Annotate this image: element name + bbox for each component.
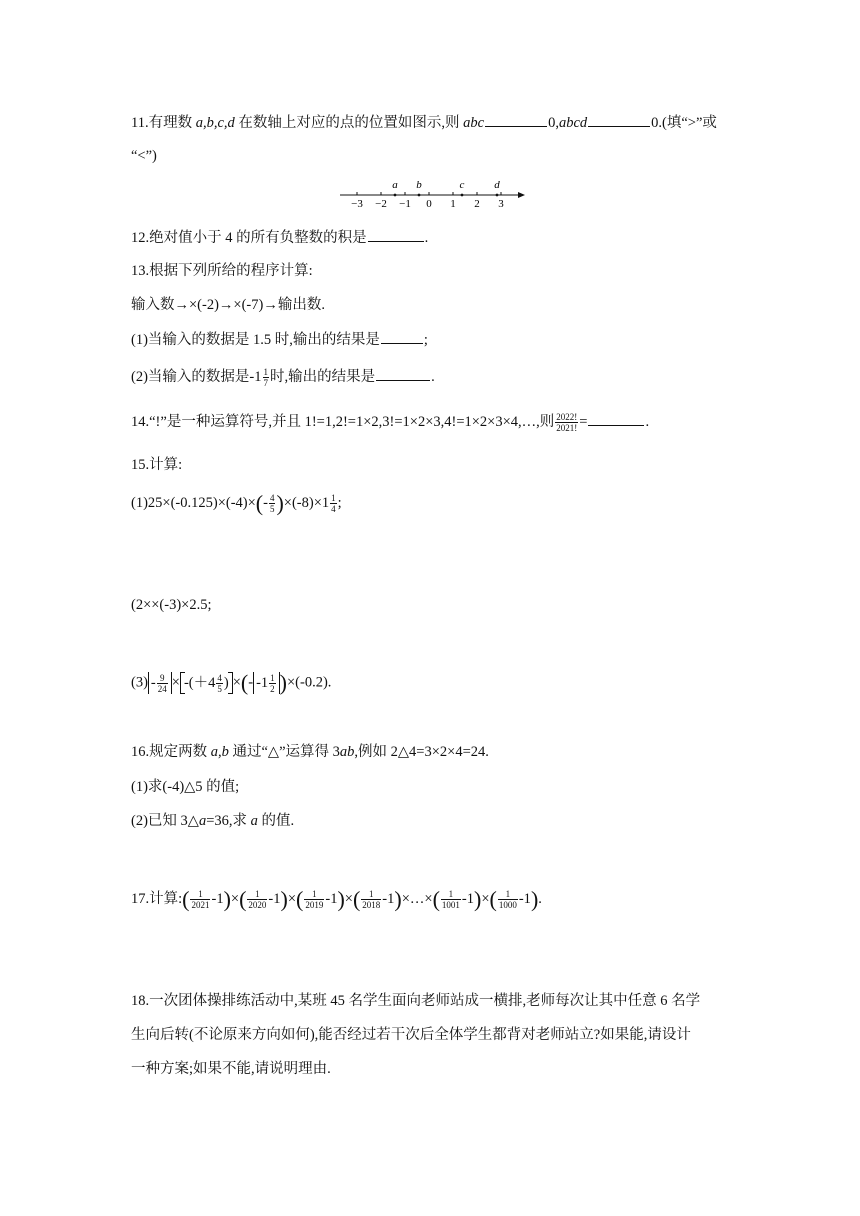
factor-term: ( $\frac{1}{2019}$ -1): [296, 886, 345, 912]
question-16-part2: (2)已知 3△a=36,求 a 的值.: [131, 813, 295, 829]
number-line-point: [418, 194, 421, 197]
number-line-tick-label: 1: [450, 198, 456, 210]
question-13-title: 13.根据下列所给的程序计算:: [131, 263, 313, 279]
question-15-part2: (2××(-3)×2.5;: [131, 597, 212, 613]
question-14: 14.“!”是一种运算符号,并且 1!=1,2!=1×2,3!=1×2×3,4!=1×2×3×4,…,则 $\frac{2022!}{2021!}$ = .: [131, 412, 650, 434]
answer-blank[interactable]: [381, 329, 423, 344]
number-line-point: [461, 194, 464, 197]
number-line-tick-label: −3: [351, 198, 363, 210]
question-15-part1: (1)25×(-0.125)×(-4)×(- $\frac{4}{5}$ )×(-8)×1 $\frac{1}{4}$ ;: [131, 490, 342, 516]
number-line-point-label: b: [416, 179, 422, 191]
fraction: $\frac{4}{5}$: [269, 493, 275, 515]
number-line-tick-label: 2: [474, 198, 480, 210]
answer-blank[interactable]: [368, 227, 424, 242]
question-18-line2: 生向后转(不论原来方向如何),能否经过若干次后全体学生都背对老师站立?如果能,请设计: [131, 1027, 691, 1043]
question-15-part3: (3) - $\frac{9}{24}$ × -(＋4 $\frac{4}{5}$ ) ×(- -1 $\frac{1}{2}$ )×(-0.2).: [131, 670, 332, 696]
question-13-part1: (1)当输入的数据是 1.5 时,输出的结果是 ;: [131, 329, 428, 350]
number-line-tick-label: 0: [426, 198, 432, 210]
absolute-value: -1 $\frac{1}{2}$: [253, 672, 280, 694]
factor-term: ( $\frac{1}{1000}$ -1): [489, 886, 539, 912]
product-expression: ( $\frac{1}{2021}$ -1)×( $\frac{1}{2020}$ -1)×( $\frac{1}{2019}$ -1)×( $\frac{1}{2018}$ -1)×…×( $\frac{1}{1001}$ -1)×( $\frac{1}{1000}$ -1): [182, 886, 539, 912]
question-16-part1: (1)求(-4)△5 的值;: [131, 779, 240, 795]
number-line-tick-label: 3: [498, 198, 504, 210]
number-line-point: [394, 194, 397, 197]
question-18-line1: 18.一次团体操排练活动中,某班 45 名学生面向老师站成一横排,老师每次让其中任意 6 名学: [131, 993, 701, 1009]
number-line-tick-label: −2: [375, 198, 387, 210]
question-13-part2: (2)当输入的数据是-1 $\frac{1}{7}$ 时,输出的结果是 .: [131, 367, 435, 389]
answer-blank[interactable]: [485, 112, 547, 127]
factor-term: ( $\frac{1}{1001}$ -1): [432, 886, 482, 912]
number-line-point-label: c: [459, 179, 465, 191]
factor-term: ( $\frac{1}{2021}$ -1): [182, 886, 231, 912]
answer-blank[interactable]: [588, 411, 644, 426]
question-13-flow: 输入数→×(-2)→×(-7)→输出数.: [131, 297, 325, 313]
fraction: $\frac{1}{4}$: [331, 493, 336, 515]
question-11-line2: “<”): [131, 148, 157, 164]
question-15-title: 15.计算:: [131, 457, 183, 473]
question-11: 11.有理数 a,b,c,d 在数轴上对应的点的位置如图示,则 abc 0,abcd 0.(填“>”或: [131, 112, 717, 133]
answer-blank[interactable]: [588, 112, 650, 127]
number-line-point: [496, 194, 499, 197]
factor-term: ( $\frac{1}{2020}$ -1): [239, 886, 288, 912]
bracket-expression: -(＋4 $\frac{4}{5}$ ): [180, 672, 233, 694]
fraction: $\frac{1}{7}$: [263, 367, 268, 389]
question-18-line3: 一种方案;如果不能,请说明理由.: [131, 1061, 331, 1077]
answer-blank[interactable]: [376, 366, 430, 381]
factor-term: ( $\frac{1}{2018}$ -1): [352, 886, 402, 912]
question-12: 12.绝对值小于 4 的所有负整数的积是 .: [131, 227, 428, 248]
number-line-point-label: a: [392, 179, 398, 191]
fraction: $\frac{2022!}{2021!}$: [556, 412, 578, 434]
question-17: 17.计算:( $\frac{1}{2021}$ -1)×( $\frac{1}{2020}$ -1)×( $\frac{1}{2019}$ -1)×( $\frac{1}{2018}$ -1)×…×( $\frac{1}{1001}$ -1)×( $\frac{1}{1000}$ -1).: [131, 886, 542, 912]
question-16: 16.规定两数 a,b 通过“△”运算得 3ab,例如 2△4=3×2×4=24.: [131, 744, 489, 760]
number-line-point-label: d: [494, 179, 500, 191]
number-line-tick-label: −1: [399, 198, 411, 210]
absolute-value: - $\frac{9}{24}$: [148, 672, 172, 694]
number-line-figure: [335, 176, 530, 210]
